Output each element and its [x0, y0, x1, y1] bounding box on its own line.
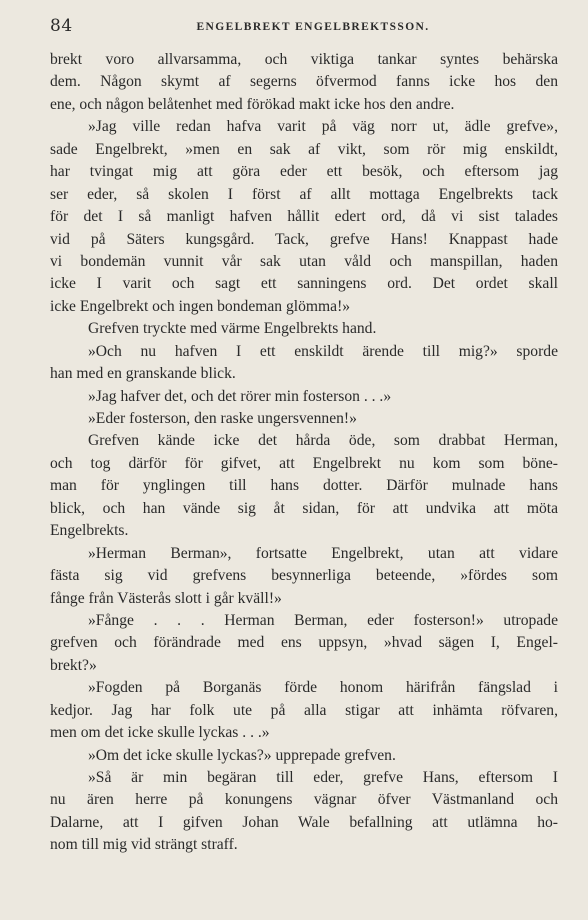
body-text: [50, 49, 558, 857]
text-line: »Herman Berman», fortsatte Engelbrekt, utan att vidare: [88, 544, 558, 562]
text-line: »Fogden på Borganäs förde honom härifrån fängslad i: [88, 679, 558, 697]
text-line: icke I varit och sagt ett sanningens ord. Det ordet skall: [50, 275, 558, 293]
text-line: och tog därför för gifvet, att Engelbrekt nu kom som böne-: [50, 454, 558, 472]
text-line: dem. Någon skymt af segerns öfvermod fanns icke hos den: [50, 73, 558, 91]
text-line: grefven och förändrade med ens uppsyn, »hvad sägen I, Engel-: [50, 634, 558, 652]
text-line: sade Engelbrekt, »men en sak af vikt, som rör mig enskildt,: [50, 140, 558, 158]
text-line: vid på Säters kungsgård. Tack, grefve Hans! Knappast hade: [50, 230, 558, 248]
text-line: »Eder fosterson, den raske ungersvennen!»: [88, 410, 357, 427]
text-line: Grefven tryckte med värme Engelbrekts hand.: [88, 320, 377, 338]
page-header: [50, 14, 558, 40]
text-line: »Och nu hafven I ett enskildt ärende till mig?» sporde: [88, 342, 558, 360]
text-line: ser eder, så skolen I först af allt mottaga Engelbrekts tack: [50, 185, 558, 203]
text-line: fånge från Västerås slott i går kväll!»: [50, 589, 282, 607]
text-line: »Om det icke skulle lyckas?» upprepade grefven.: [88, 746, 396, 764]
text-line: ene, och någon belåtenhet med förökad makt icke hos den andre.: [50, 95, 455, 113]
text-line: brekt?»: [50, 656, 97, 674]
text-line: men om det icke skulle lyckas . . .»: [50, 724, 270, 742]
text-line: »Fånge . . . Herman Berman, eder fosterson!» utropade: [88, 611, 558, 629]
text-line: »Jag ville redan hafva varit på väg norr ut, ädle grefve»,: [88, 118, 558, 136]
text-line: »Jag hafver det, och det rörer min fosterson . . .»: [88, 387, 392, 405]
text-line: icke Engelbrekt och ingen bondeman glömma!»: [50, 297, 351, 315]
text-line: Dalarne, att I gifven Johan Wale befallning att utlämna ho-: [50, 813, 558, 831]
text-line: han med en granskande blick.: [50, 365, 236, 383]
text-line: för det I så manligt hafven hållit edert ord, då vi sist talades: [50, 208, 558, 226]
text-line: blick, och han vände sig åt sidan, för att undvika att möta: [50, 499, 558, 517]
text-line: »Så är min begäran till eder, grefve Hans, eftersom I: [88, 769, 558, 786]
text-line: vi bondemän vunnit vår sak utan våld och manspillan, haden: [50, 252, 558, 270]
text-line: man för ynglingen till hans dotter. Därför mulnade hans: [50, 477, 558, 495]
text-line: kedjor. Jag har folk ute på alla stigar att inhämta röfvaren,: [50, 701, 558, 719]
text-line: Engelbrekts.: [50, 522, 129, 540]
text-line: nom till mig vid strängt straff.: [50, 836, 238, 854]
text-line: nu ären herre på konungens vägnar öfver Västmanland och: [50, 791, 558, 809]
text-line: brekt voro allvarsamma, och viktiga tankar syntes behärska: [50, 51, 558, 68]
page-number: 84: [50, 16, 73, 36]
text-line: fästa sig vid grefvens besynnerliga beteende, »fördes som: [50, 567, 558, 585]
text-line: Grefven kände icke det hårda öde, som drabbat Herman,: [88, 432, 558, 450]
running-head: ENGELBREKT ENGELBREKTSSON.: [196, 21, 430, 33]
text-line: har tvingat mig att göra eder ett besök, och eftersom jag: [50, 163, 558, 181]
